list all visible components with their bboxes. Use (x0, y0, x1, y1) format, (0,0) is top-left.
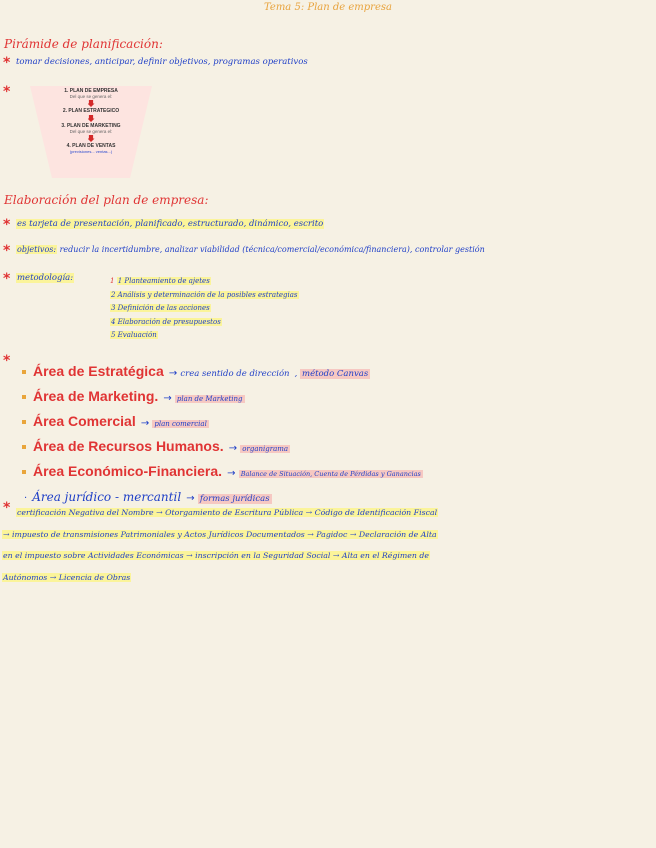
bullet-icon (22, 420, 26, 424)
asterisk-icon: * (3, 353, 11, 369)
pyramid-level: 1. PLAN DE EMPRESA (64, 88, 118, 94)
methodology-step: 3 Definición de las acciones (111, 304, 210, 312)
area-item: Área de Recursos Humanos. → organigrama (22, 435, 423, 460)
pyramid-labels (30, 88, 152, 154)
down-arrow-icon (88, 100, 95, 107)
area-note: Balance de Situación, Cuenta de Pérdidas y Ganancias (240, 470, 421, 478)
area-item: Área de Estratégica → crea sentido de dirección , método Canvas (22, 360, 423, 385)
bullet-icon (22, 370, 26, 374)
bullet-icon (22, 445, 26, 449)
areas-list (22, 360, 423, 510)
tramites-line: Autónomos → Licencia de Obras (3, 572, 131, 582)
area-note: crea sentido de dirección (180, 369, 290, 379)
objetivos-line: objetivos: reducir la incertidumbre, analizar viabilidad (técnica/comercial/económica/financiera), controlar gestión (17, 245, 485, 254)
area-item: · Área jurídico - mercantil → formas jurídicas (24, 490, 270, 504)
tramites-list (2, 502, 438, 588)
down-arrow-icon (88, 135, 95, 142)
area-name: Área de Recursos Humanos. (33, 438, 224, 454)
area-note: método Canvas (302, 369, 369, 379)
pyramid-footnote: (previsiones... ventas...) (69, 149, 113, 154)
elaboracion-item-1: es tarjeta de presentación, planificado, estructurado, dinámico, escrito (17, 219, 324, 229)
methodology-step: 1 1 Planteamiento de ajetes (110, 277, 210, 285)
tramites-line: → impuesto de transmisiones Patrimoniales y Actos Jurídicos Documentados → Pagidoc → Declaración de Alta (3, 529, 437, 539)
area-name: Área de Marketing. (33, 388, 159, 404)
page-title: Tema 5: Plan de empresa (264, 2, 392, 13)
area-item: Área de Marketing. → plan de Marketing (22, 385, 423, 410)
methodology-step: 2 Análisis y determinación de la posibles estrategias (111, 290, 298, 299)
area-note: plan de Marketing (176, 395, 243, 403)
area-name: Área de Estratégica (33, 363, 164, 379)
tramites-line: en el impuesto sobre Actividades Económicas → inscripción en la Seguridad Social → Alta en el Régimen de (3, 551, 430, 560)
methodology-step: 5 Evaluación (111, 331, 157, 339)
area-name: Área Comercial (33, 413, 136, 429)
area-name: Área Económico-Financiera. (33, 463, 223, 479)
area-note: organigrama (242, 445, 289, 453)
asterisk-icon: * (3, 271, 11, 287)
asterisk-icon: * (3, 217, 11, 233)
methodology-step: 4 Elaboración de presupuestos (111, 317, 221, 326)
piramide-description: tomar decisiones, anticipar, definir objetivos, programas operativos (16, 57, 308, 67)
pyramid-level: 4. PLAN DE VENTAS (66, 143, 116, 149)
area-item: Área Económico-Financiera. → Balance de Situación, Cuenta de Pérdidas y Ganancias (22, 460, 423, 485)
area-note: plan comercial (154, 420, 207, 428)
asterisk-icon: * (3, 84, 11, 100)
bullet-icon (22, 470, 26, 474)
asterisk-icon: * (3, 500, 11, 516)
pyramid-sub: Del que se genera el: (69, 94, 113, 99)
area-name: Área jurídico - mercantil (32, 490, 182, 504)
metodologia-label: metodología: (17, 273, 74, 283)
pyramid-level: 2. PLAN ESTRATEGICO (62, 108, 120, 114)
tramites-line: certificación Negativa del Nombre → Otorgamiento de Escritura Pública → Código de Identificación Fiscal (17, 508, 438, 517)
area-note: formas jurídicas (199, 494, 270, 504)
section-heading-piramide: Pirámide de planificación: (4, 37, 163, 51)
pyramid-sub: Del que se genera el: (69, 129, 113, 134)
asterisk-icon: * (3, 55, 11, 71)
pyramid-level: 3. PLAN DE MARKETING (61, 123, 121, 129)
bullet-icon (22, 395, 26, 399)
asterisk-icon: * (3, 243, 11, 259)
down-arrow-icon (88, 115, 95, 122)
area-item: Área Comercial → plan comercial (22, 410, 423, 435)
section-heading-elaboracion: Elaboración del plan de empresa: (4, 193, 209, 207)
methodology-list (110, 275, 299, 343)
